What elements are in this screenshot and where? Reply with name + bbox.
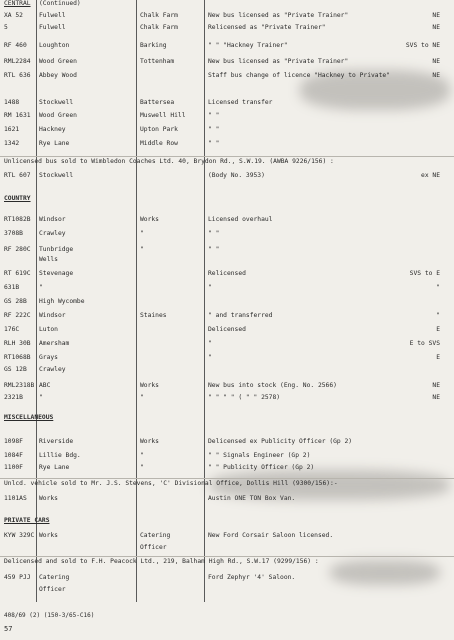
section-subtitle: (Continued) [39,0,81,7]
fleet-number: 459 PJJ [4,574,31,581]
remarks: Licensed transfer [208,99,273,106]
licence-category: E [436,326,440,333]
remarks: (Body No. 3953) [208,172,265,179]
row-divider [0,478,454,479]
table-row [0,462,454,474]
fleet-number: GS 28B [4,298,27,305]
remarks: New bus licensed as "Private Trainer" [208,12,349,19]
table-row [0,450,454,462]
destination: Muswell Hill [140,112,186,119]
fleet-number: GS 12B [4,366,27,373]
table-row [0,556,454,568]
fleet-number: 1621 [4,126,20,133]
licence-category: NE [432,394,440,401]
table-row [0,392,454,404]
remarks: Ford Zephyr '4' Saloon. [208,574,296,581]
garage: Rye Lane [39,464,70,471]
garage: Riverside [39,438,74,445]
fleet-number: RML2318B [4,382,35,389]
fleet-number: 1084F [4,452,23,459]
table-row [0,478,454,490]
destination: " [140,230,144,237]
garage: Abbey Wood [39,72,77,79]
table-row [0,380,454,392]
table-row [0,412,454,424]
table-row [0,515,454,527]
licence-category: NE [432,382,440,389]
fleet-number: 5 [4,24,8,31]
table-row [0,70,454,82]
destination: Works [140,438,159,445]
destination: " [140,452,144,459]
garage: Grays [39,354,58,361]
remarks: " " Signals Engineer (Gp 2) [208,452,311,459]
remarks: Licensed overhaul [208,216,273,223]
table-row [0,97,454,109]
section-heading: PRIVATE CARS [4,517,50,524]
destination: Officer [140,544,167,551]
table-row [0,22,454,34]
table-row [0,10,454,22]
destination: Chalk Farm [140,24,178,31]
transaction-note: Delicensed and sold to F.H. Peacock Ltd., 219, Balham High Rd., S.W.17 (9299/156) : [4,558,319,565]
table-row [0,352,454,364]
licence-category: NE [432,24,440,31]
section-heading: MISCELLANEOUS [4,414,54,421]
garage: Rye Lane [39,140,70,147]
remarks: " " " " ( " " 2578) [208,394,281,401]
remarks: " [208,340,212,347]
fleet-number: 176C [4,326,20,333]
transaction-note: Unlcd. vehicle sold to Mr. J.S. Stevens, 'C' Divisional Office, Dollis Hill (9300/156):- [4,480,338,487]
destination: Middle Row [140,140,178,147]
table-row [0,493,454,505]
destination: Staines [140,312,167,319]
section-title: CENTRAL [4,0,31,7]
remarks: " " Publicity Officer (Gp 2) [208,464,315,471]
licence-category: E to SVS [409,340,440,347]
destination: Tottenham [140,58,175,65]
garage: Luton [39,326,58,333]
table-row [0,40,454,52]
fleet-number: 2321B [4,394,23,401]
fleet-number: RT1068B [4,354,31,361]
garage: Stockwell [39,99,74,106]
garage: Catering [39,574,70,581]
table-row [0,572,454,584]
remarks: " " [208,140,220,147]
remarks: Austin ONE TON Box Van. [208,495,296,502]
remarks: New Ford Corsair Saloon licensed. [208,532,334,539]
table-row [0,268,454,280]
remarks: " " [208,230,220,237]
garage: Wood Green [39,112,77,119]
page-number: 57 [4,625,13,633]
remarks: Delicensed [208,326,246,333]
licence-category: NE [432,12,440,19]
garage: Fulwell [39,24,66,31]
garage: Crawley [39,230,66,237]
fleet-number: 3708B [4,230,23,237]
garage: Windsor [39,216,66,223]
fleet-number: RT1082B [4,216,31,223]
transaction-note: Unlicensed bus sold to Wimbledon Coaches Ltd. 40, Brydon Rd., S.W.19. (AWBA 9226/156) : [4,158,334,165]
table-row [0,56,454,68]
table-row [0,310,454,322]
row-divider [0,156,454,157]
fleet-number: RF 460 [4,42,27,49]
table-row [0,436,454,448]
table-row [0,296,454,308]
remarks: New bus licensed as "Private Trainer" [208,58,349,65]
licence-category: " [436,312,440,319]
remarks: " " [208,112,220,119]
licence-category: E [436,354,440,361]
form-reference: 408/69 (2) (150-3/65-C16) [4,612,95,619]
destination: Works [140,382,159,389]
table-row [0,110,454,122]
fleet-number: RTL 607 [4,172,31,179]
destination: Chalk Farm [140,12,178,19]
section-header [0,0,454,10]
table-row [0,156,454,168]
garage: ABC [39,382,51,389]
remarks: New bus into stock (Eng. No. 2566) [208,382,337,389]
table-row [0,338,454,350]
fleet-number: RLH 30B [4,340,31,347]
fleet-number: 1101AS [4,495,27,502]
garage: Crawley [39,366,66,373]
destination: Battersea [140,99,175,106]
fleet-number: RT 619C [4,270,31,277]
fleet-number: XA 52 [4,12,23,19]
row-divider [0,556,454,557]
remarks: " " [208,126,220,133]
fleet-number: RML2284 [4,58,31,65]
garage: Works [39,532,58,539]
licence-category: NE [432,58,440,65]
fleet-number: KYW 329C [4,532,35,539]
garage: Loughton [39,42,70,49]
table-row [0,324,454,336]
destination: Catering [140,532,171,539]
table-row [0,282,454,294]
remarks: Staff bus change of licence "Hackney to Private" [208,72,390,79]
fleet-number: 631B [4,284,20,291]
fleet-number: 1098F [4,438,23,445]
remarks: " [208,354,212,361]
destination: " [140,246,144,253]
garage: Works [39,495,58,502]
fleet-number: 1488 [4,99,20,106]
remarks: Relicensed as "Private Trainer" [208,24,326,31]
table-row [0,584,454,596]
table-row [0,193,454,205]
garage: Fulwell [39,12,66,19]
table-row [0,138,454,150]
fleet-number: RTL 636 [4,72,31,79]
table-row [0,254,454,266]
garage: Lillie Bdg. [39,452,81,459]
garage: Wood Green [39,58,77,65]
garage: Stevenage [39,270,74,277]
destination: " [140,464,144,471]
licence-category: " [436,284,440,291]
destination: " [140,394,144,401]
fleet-number: 1100F [4,464,23,471]
remarks: " " "Hackney Trainer" [208,42,288,49]
garage: Windsor [39,312,66,319]
table-row [0,228,454,240]
fleet-number: 1342 [4,140,20,147]
table-row [0,124,454,136]
fleet-number: RM 1631 [4,112,31,119]
remarks: Relicensed [208,270,246,277]
garage: High Wycombe [39,298,85,305]
garage: Tunbridge [39,246,74,253]
garage: " [39,394,43,401]
licence-category: ex NE [421,172,440,179]
remarks: Delicensed ex Publicity Officer (Gp 2) [208,438,353,445]
table-row [0,170,454,182]
table-row [0,542,454,554]
fleet-number: RF 222C [4,312,31,319]
fleet-number: RF 280C [4,246,31,253]
licence-category: SVS to E [409,270,440,277]
garage: Wells [39,256,58,263]
destination: Works [140,216,159,223]
remarks: " and transferred [208,312,273,319]
table-row [0,214,454,226]
destination: Barking [140,42,167,49]
destination: Upton Park [140,126,178,133]
garage: Stockwell [39,172,74,179]
licence-category: SVS to NE [405,42,440,49]
table-row [0,530,454,542]
garage: Hackney [39,126,66,133]
licence-category: NE [432,72,440,79]
section-heading: COUNTRY [4,195,31,202]
garage: Officer [39,586,66,593]
table-row [0,364,454,376]
remarks: " " [208,246,220,253]
garage: Amersham [39,340,70,347]
garage: " [39,284,43,291]
remarks: " [208,284,212,291]
